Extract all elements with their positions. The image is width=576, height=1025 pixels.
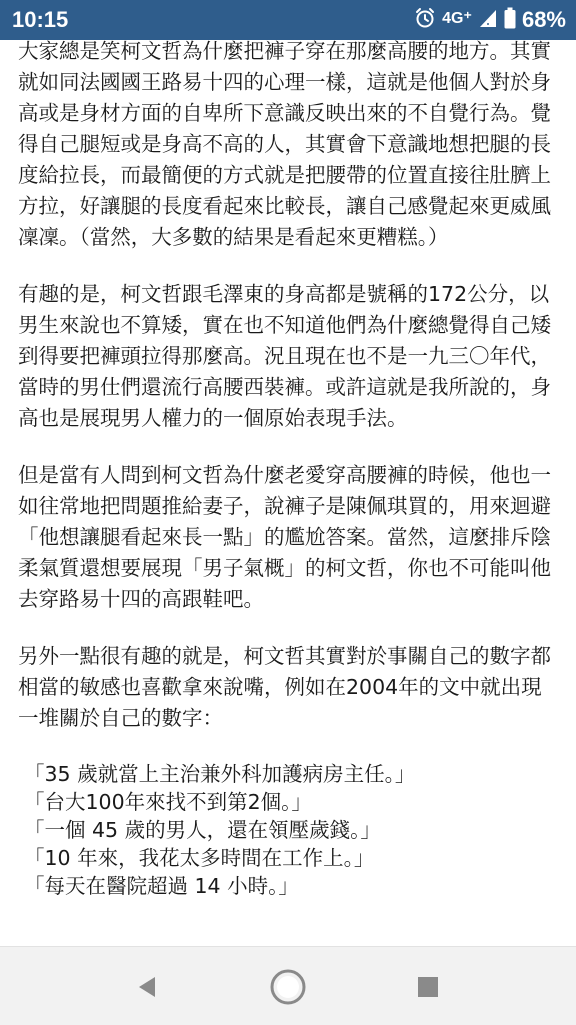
network-type: 4G⁺ [442, 10, 472, 27]
quote-item: 「35 歲就當上主治兼外科加護病房主任。」 [24, 762, 416, 786]
navigation-bar [0, 946, 576, 1025]
quote-item: 「10 年來，我花太多時間在工作上。」 [24, 846, 375, 870]
quote-item: 「每天在醫院超過 14 小時。」 [24, 874, 299, 898]
back-icon [135, 974, 161, 1000]
article-content[interactable] [0, 36, 576, 946]
quote-list [0, 760, 576, 900]
signal-icon [478, 8, 498, 33]
home-button[interactable] [268, 967, 308, 1007]
article-paragraph-2: 有趣的是，柯文哲跟毛澤東的身高都是號稱的172公分，以男生來說也不算矮，實在也不知道他們為什麼總覺得自己矮到得要把褲頭拉得那麼高。況且現在也不是一九三〇年代，當時的男仕們還流行高腰西裝褲。或許這就是我所說的，身高也是展現男人權力的一個原始表現手法。 [18, 282, 551, 430]
quote-item: 「台大100年來找不到第2個。」 [24, 790, 312, 814]
status-time: 10:15 [12, 7, 69, 32]
battery-percent: 68% [521, 7, 566, 32]
recents-button[interactable] [408, 967, 448, 1007]
article-paragraph-1: 大家總是笑柯文哲為什麼把褲子穿在那麼高腰的地方。其實就如同法國國王路易十四的心理一樣，這就是他個人對於身高或是身材方面的自卑所下意識反映出來的不自覺行為。覺得自己腿短或是身高不高的人，其實會下意識地想把腿的長度給拉長，而最簡便的方式就是把腰帶的位置直接往肚臍上方拉，好讓腿的長度看起來比較長，讓自己感覺起來更威風凜凜。（當然，大多數的結果是看起來更糟糕。） [18, 39, 551, 249]
quote-item: 「一個 45 歲的男人，還在領壓歲錢。」 [24, 818, 381, 842]
article-paragraph-3: 但是當有人問到柯文哲為什麼老愛穿高腰褲的時候，他也一如往常地把問題推給妻子，說褲子是陳佩琪買的，用來迴避「他想讓腿看起來長一點」的尷尬答案。當然，這麼排斥陰柔氣質還想要展現「男子氣概」的柯文哲，你也不可能叫他去穿路易十四的高跟鞋吧。 [18, 463, 551, 611]
article-paragraph-4: 另外一點很有趣的就是，柯文哲其實對於事關自己的數字都相當的敏感也喜歡拿來說嘴，例如在2004年的文中就出現一堆關於自己的數字： [18, 644, 551, 730]
home-icon [268, 967, 308, 1007]
back-button[interactable] [128, 967, 168, 1007]
alarm-icon [414, 7, 436, 34]
battery-icon [504, 7, 516, 34]
status-icons [414, 6, 566, 34]
recents-icon [415, 974, 441, 1000]
status-bar [0, 0, 576, 40]
